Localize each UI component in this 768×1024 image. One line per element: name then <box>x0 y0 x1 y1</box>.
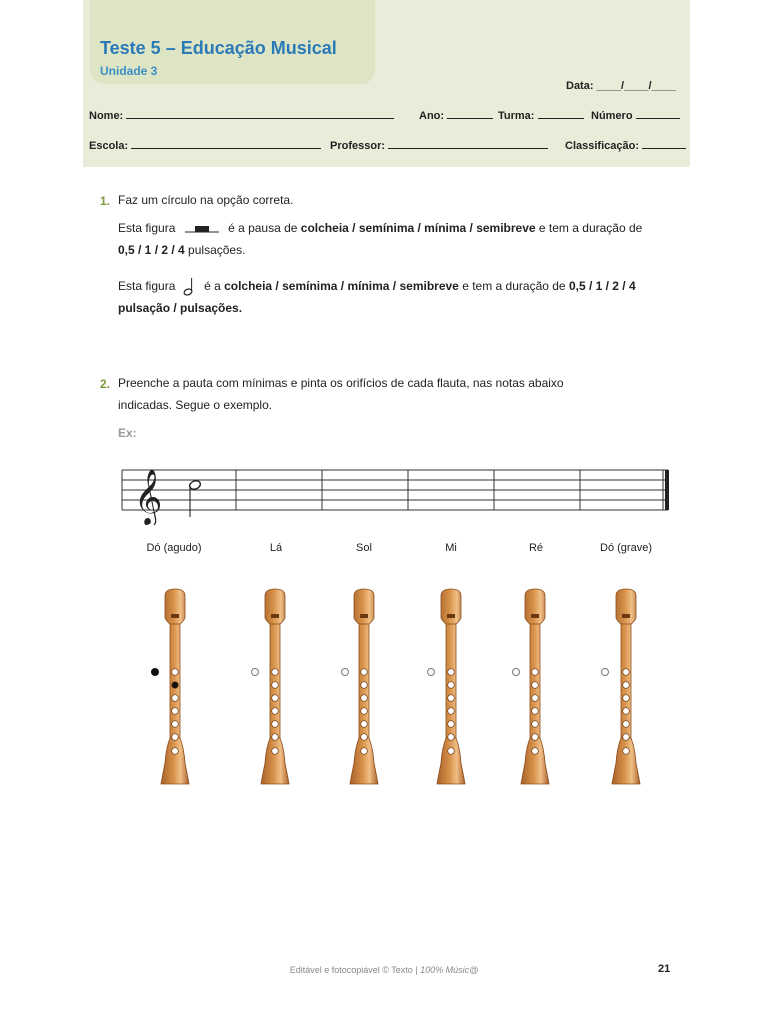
date-field[interactable]: Data: ____/____/____ <box>566 80 677 92</box>
flute-hole[interactable] <box>623 708 630 715</box>
example-half-note <box>188 479 201 517</box>
class-label: Turma: <box>498 110 535 122</box>
flute-hole[interactable] <box>532 748 539 755</box>
q1-line1-text: é a pausa de <box>228 221 301 235</box>
recorder-flute-icon[interactable] <box>347 588 381 788</box>
footer <box>0 965 768 975</box>
q1-line1-suffix: pulsações. <box>184 243 246 257</box>
flute-hole[interactable] <box>448 682 455 689</box>
name-line[interactable] <box>126 108 394 119</box>
number-field[interactable] <box>591 108 680 122</box>
flute-hole[interactable] <box>172 734 179 741</box>
thumb-hole[interactable] <box>151 668 159 676</box>
flute-hole[interactable] <box>272 721 279 728</box>
flute-hole[interactable] <box>448 695 455 702</box>
footer-brand: 100% Músic@ <box>420 965 479 975</box>
q2-instruction-line1: Preenche a pauta com mínimas e pinta os orifícios de cada flauta, nas notas abaixo <box>118 376 564 390</box>
q1-instruction: Faz um círculo na opção correta. <box>118 193 294 207</box>
recorder-flute-icon[interactable] <box>518 588 552 788</box>
flute-hole[interactable] <box>448 708 455 715</box>
flute-hole[interactable] <box>272 682 279 689</box>
half-note-icon <box>183 278 197 296</box>
q1-pulse-options[interactable]: pulsação / pulsações. <box>118 301 243 315</box>
page-title: Teste 5 – Educação Musical <box>100 38 337 58</box>
grade-label: Classificação: <box>565 140 639 152</box>
example-label: Ex: <box>118 426 137 440</box>
flute-hole[interactable] <box>172 669 179 676</box>
note-label-sol: Sol <box>356 542 372 554</box>
treble-clef-icon: 𝄞 <box>134 469 163 525</box>
teacher-field[interactable] <box>330 138 548 152</box>
flute-hole[interactable] <box>623 695 630 702</box>
thumb-hole[interactable] <box>427 668 435 676</box>
flute-hole[interactable] <box>272 734 279 741</box>
note-label-mi: Mi <box>445 542 457 554</box>
thumb-hole[interactable] <box>512 668 520 676</box>
q1-line2-duration-text: e tem a duração de <box>458 279 569 293</box>
flute-hole[interactable] <box>172 682 179 689</box>
q1-line2-prefix: Esta figura <box>118 279 176 293</box>
flute-hole[interactable] <box>361 708 368 715</box>
note-label-do-agudo: Dó (agudo) <box>146 542 202 554</box>
year-label: Ano: <box>419 110 445 122</box>
final-barline <box>665 470 669 510</box>
teacher-label: Professor: <box>330 140 386 152</box>
school-label: Escola: <box>89 140 129 152</box>
recorder-flute-icon[interactable] <box>609 588 643 788</box>
recorder-flute-icon[interactable] <box>434 588 468 788</box>
flute-hole[interactable] <box>272 748 279 755</box>
year-line[interactable] <box>447 108 493 119</box>
flute-hole[interactable] <box>272 669 279 676</box>
flute-hole[interactable] <box>623 721 630 728</box>
recorder-flute-icon[interactable] <box>258 588 292 788</box>
q1-line2 <box>118 275 678 319</box>
grade-field[interactable] <box>565 138 686 152</box>
number-line[interactable] <box>636 108 680 119</box>
teacher-line[interactable] <box>388 138 548 149</box>
flute-hole[interactable] <box>532 682 539 689</box>
flute-hole[interactable] <box>532 721 539 728</box>
flute-hole[interactable] <box>172 721 179 728</box>
class-line[interactable] <box>538 108 584 119</box>
flute-hole[interactable] <box>623 682 630 689</box>
flute-hole[interactable] <box>361 748 368 755</box>
flute-hole[interactable] <box>448 669 455 676</box>
flute-hole[interactable] <box>448 748 455 755</box>
name-field[interactable] <box>89 108 394 122</box>
year-field[interactable] <box>419 108 493 122</box>
class-field[interactable] <box>498 108 584 122</box>
q1-figure2-options[interactable]: colcheia / semínima / mínima / semibreve <box>224 279 459 293</box>
q2-instruction <box>118 372 672 416</box>
flute-hole[interactable] <box>532 734 539 741</box>
flute-hole[interactable] <box>272 708 279 715</box>
thumb-hole[interactable] <box>251 668 259 676</box>
q1-line2-text: é a <box>204 279 225 293</box>
q1-line1-prefix: Esta figura <box>118 221 176 235</box>
thumb-hole[interactable] <box>341 668 349 676</box>
q1-duration2-options[interactable]: 0,5 / 1 / 2 / 4 <box>568 279 636 293</box>
flute-hole[interactable] <box>532 695 539 702</box>
school-field[interactable] <box>89 138 321 152</box>
flute-hole[interactable] <box>532 669 539 676</box>
number-label: Número <box>591 110 633 122</box>
flute-hole[interactable] <box>172 708 179 715</box>
flute-hole[interactable] <box>623 669 630 676</box>
q1-line1 <box>118 217 678 261</box>
flute-hole[interactable] <box>361 682 368 689</box>
q1-figure-options[interactable]: colcheia / semínima / mínima / semibreve <box>300 221 536 235</box>
page-number: 21 <box>658 963 671 975</box>
recorder-flute-icon[interactable] <box>158 588 192 788</box>
q1-number: 1. <box>100 194 111 208</box>
footer-text: Editável e fotocopiável © Texto | <box>289 965 421 975</box>
flute-hole[interactable] <box>448 734 455 741</box>
flute-hole[interactable] <box>361 695 368 702</box>
q2-number: 2. <box>100 377 111 391</box>
thumb-hole[interactable] <box>601 668 609 676</box>
q1-line1-duration-text: e tem a duração de <box>535 221 643 235</box>
note-label-re: Ré <box>528 542 544 554</box>
flute-hole[interactable] <box>448 721 455 728</box>
name-label: Nome: <box>89 110 124 122</box>
flute-hole[interactable] <box>532 708 539 715</box>
flute-hole[interactable] <box>361 734 368 741</box>
half-rest-icon <box>185 223 219 235</box>
q2-instruction-line2: indicadas. Segue o exemplo. <box>118 398 273 412</box>
flute-hole[interactable] <box>623 734 630 741</box>
music-staff[interactable] <box>120 465 680 525</box>
note-label-do-grave: Dó (grave) <box>600 542 652 554</box>
flute-hole[interactable] <box>623 748 630 755</box>
flute-hole[interactable] <box>172 748 179 755</box>
note-label-la: Lá <box>269 542 283 554</box>
flute-hole[interactable] <box>172 695 179 702</box>
flute-hole[interactable] <box>361 669 368 676</box>
school-line[interactable] <box>131 138 321 149</box>
page-subtitle: Unidade 3 <box>100 64 158 78</box>
grade-line[interactable] <box>642 138 686 149</box>
flute-hole[interactable] <box>272 695 279 702</box>
flute-hole[interactable] <box>361 721 368 728</box>
q1-duration-options[interactable]: 0,5 / 1 / 2 / 4 <box>118 243 185 257</box>
